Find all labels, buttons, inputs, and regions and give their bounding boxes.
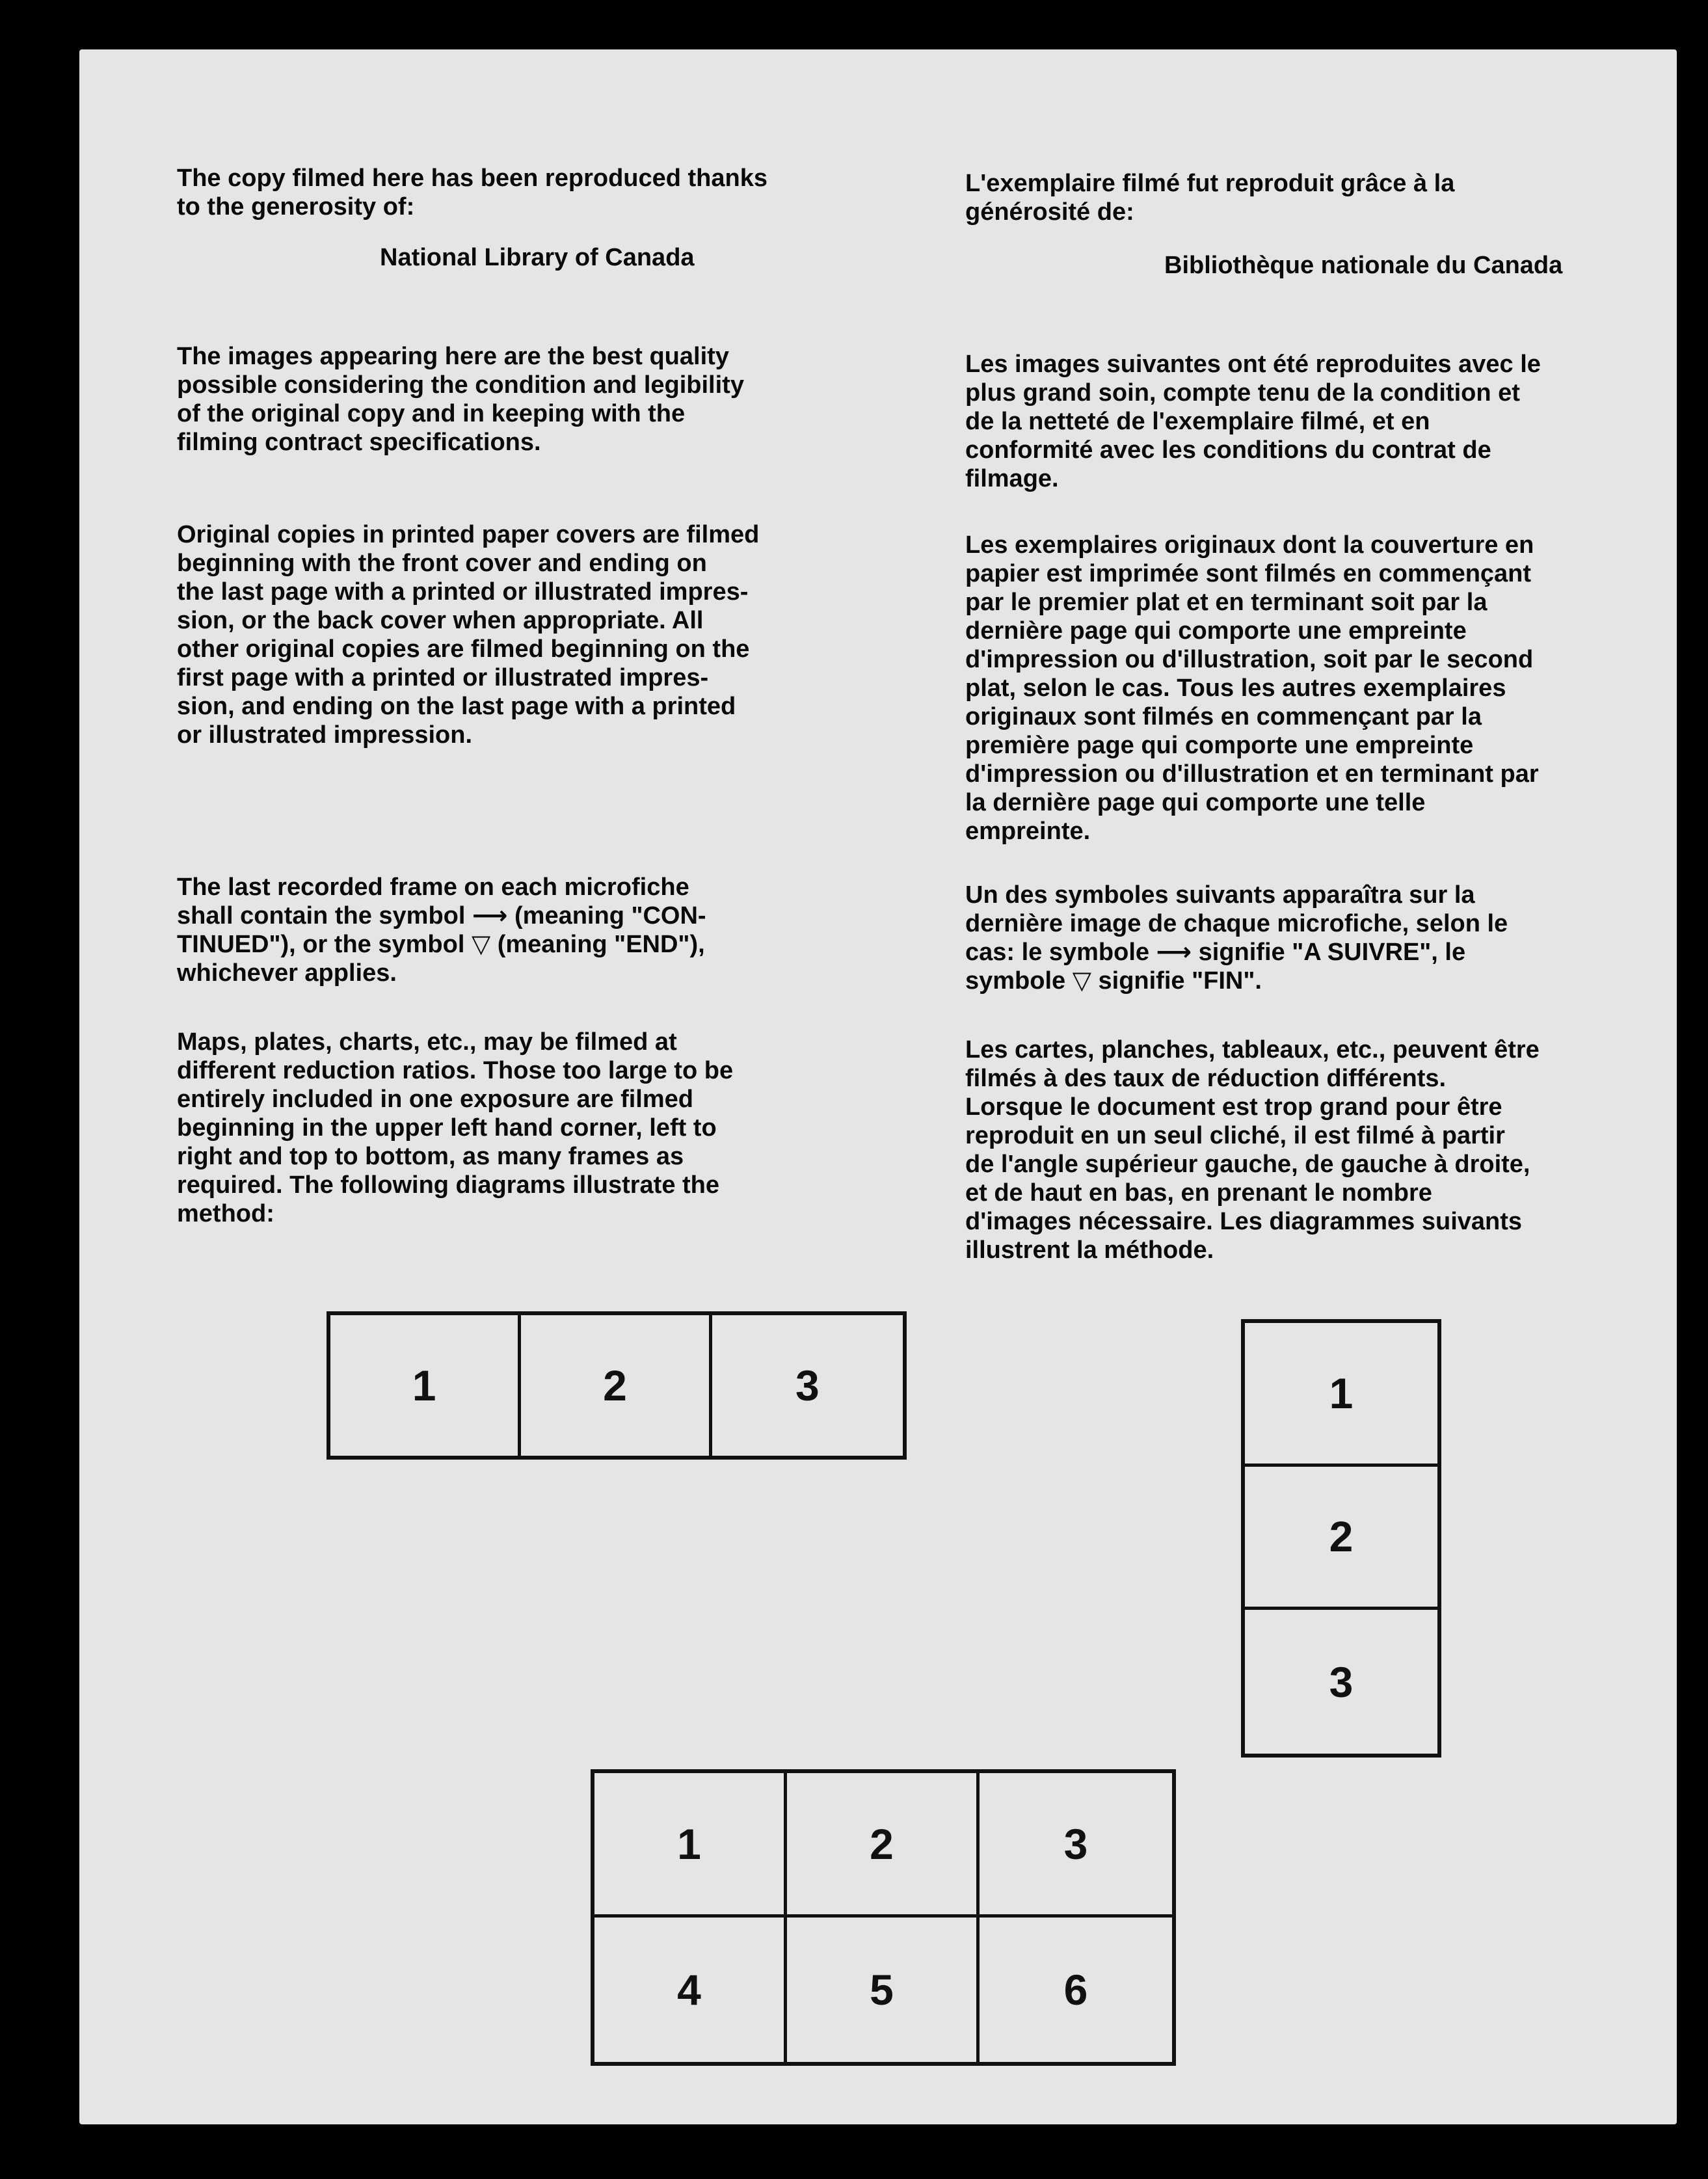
diagram-grid bbox=[591, 1769, 1176, 2066]
english-symbols-note: The last recorded frame on each microfiche shall contain the symbol ⟶ (meaning "CON- TINUED"), or the symbol ▽ (meaning "END"), whichever applies. bbox=[177, 874, 706, 987]
french-quality-note: Les images suivantes ont été reproduites avec le plus grand soin, compte tenu de la condition et de la netteté de l'exemplaire filmé, et en conformité avec les conditions du contrat de filmage. bbox=[965, 351, 1541, 492]
diagram-row-cell: 2 bbox=[521, 1315, 712, 1456]
english-maps-note: Maps, plates, charts, etc., may be filmed at different reduction ratios. Those too large to be entirely included in one exposure are filmed beginning in the upper left hand corner, left to right and top to bottom, as many frames as required. The following diagrams illustrate the method: bbox=[177, 1028, 734, 1227]
diagram-column-cell: 1 bbox=[1245, 1323, 1437, 1467]
diagram-row-cell: 1 bbox=[330, 1315, 521, 1456]
french-symbols-note: Un des symboles suivants apparaîtra sur la dernière image de chaque microfiche, selon le cas: le symbole ⟶ signifie "A SUIVRE", le symbole ▽ signifie "FIN". bbox=[965, 881, 1508, 995]
diagram-column bbox=[1241, 1319, 1441, 1758]
diagram-column-cell: 2 bbox=[1245, 1467, 1437, 1611]
diagram-grid-cell: 1 bbox=[594, 1773, 787, 1918]
diagram-grid-cell: 2 bbox=[787, 1773, 980, 1918]
french-intro: L'exemplaire filmé fut reproduit grâce à la générosité de: bbox=[965, 170, 1455, 226]
diagram-row-cell: 3 bbox=[795, 1361, 820, 1410]
diagram-grid-cell: 6 bbox=[1063, 1966, 1088, 2014]
french-maps-note: Les cartes, planches, tableaux, etc., peuvent être filmés à des taux de réduction différents. Lorsque le document est trop grand pour être reproduit en un seul cliché, il est filmé à partir de l'angle supérieur gauche, de gauche à droite, et de haut en bas, en prenant le nombre d'images nécessaire. Les diagrammes suivants illustrent la méthode. bbox=[965, 1036, 1540, 1264]
english-covers-note: Original copies in printed paper covers are filmed beginning with the front cover and ending on the last page with a printed or illustrated impres- sion, or the back cover when appropriate. All other original copies are filmed beginning on the first page with a printed or illustrated impres- sion, and ending on the last page with a printed or illustrated impression. bbox=[177, 521, 760, 749]
french-library-name: Bibliothèque nationale du Canada bbox=[1164, 252, 1563, 279]
diagram-column-cell: 3 bbox=[1329, 1657, 1354, 1706]
french-covers-note: Les exemplaires originaux dont la couverture en papier est imprimée sont filmés en commençant par le premier plat et en terminant soit par la dernière page qui comporte une empreinte d'impression ou d'illustration, soit par le second plat, selon le cas. Tous les autres exemplaires originaux sont filmés en commençant par la première page qui comporte une empreinte d'impression ou d'illustration et en terminant par la dernière page qui comporte une telle empreinte. bbox=[965, 531, 1539, 845]
english-intro: The copy filmed here has been reproduced thanks to the generosity of: bbox=[177, 165, 768, 221]
diagram-row bbox=[327, 1311, 907, 1460]
english-quality-note: The images appearing here are the best quality possible considering the condition and legibility of the original copy and in keeping with the filming contract specifications. bbox=[177, 343, 744, 456]
diagram-grid-cell: 3 bbox=[980, 1773, 1172, 1918]
diagram-grid-cell: 4 bbox=[594, 1918, 787, 2062]
english-library-name: National Library of Canada bbox=[380, 244, 695, 271]
diagram-grid-cell: 5 bbox=[787, 1918, 980, 2062]
